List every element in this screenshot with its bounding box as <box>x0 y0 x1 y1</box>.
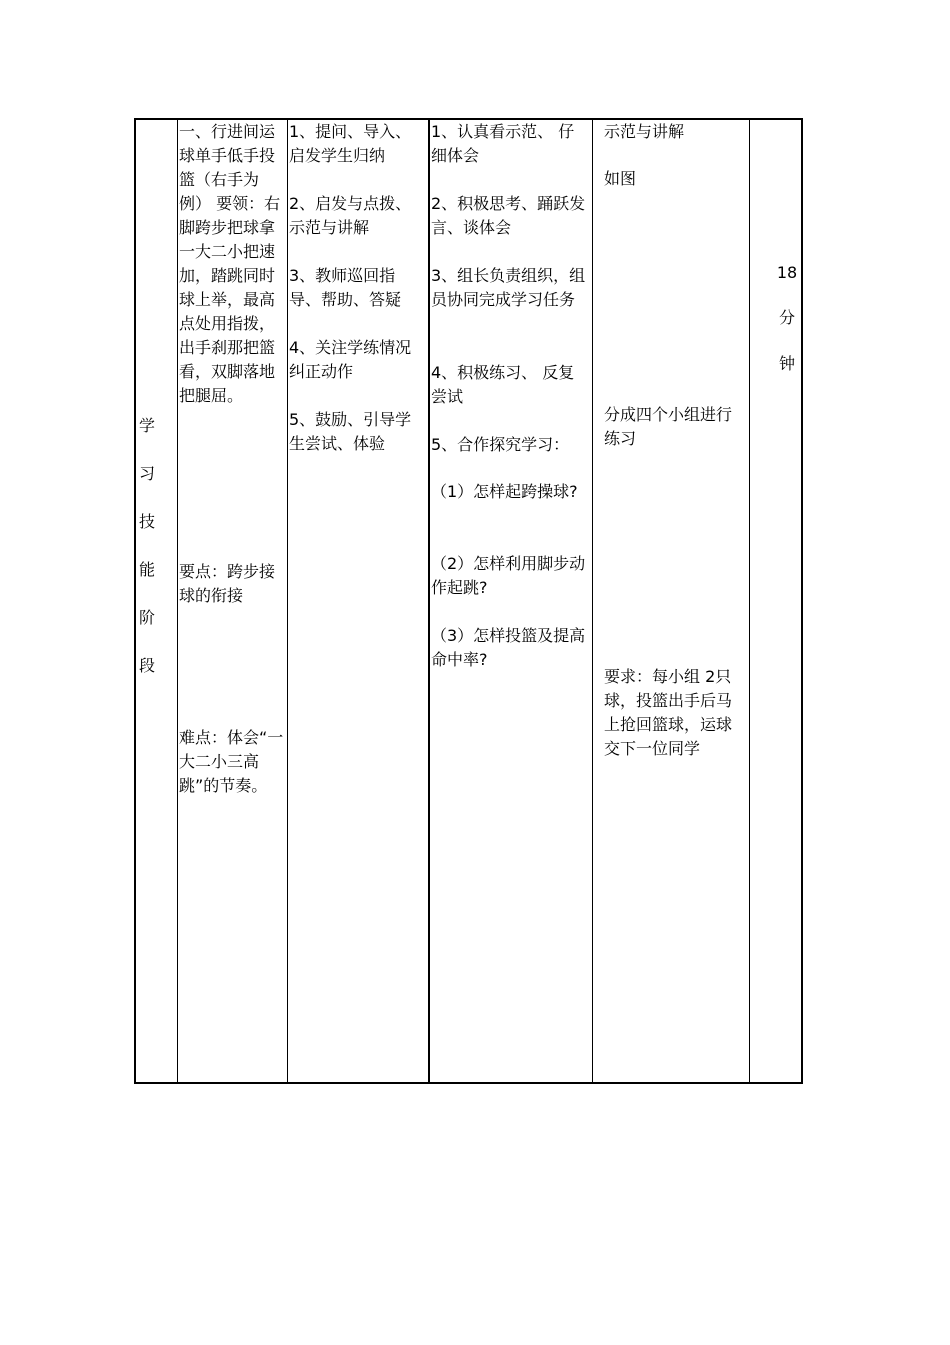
column-divider <box>177 120 178 1082</box>
organization-requirement: 要求：每小组 2只球，投篮出手后马上抢回篮球，运球交下一位同学 <box>604 667 733 758</box>
stage-char: 能 <box>138 560 155 579</box>
keypoint: 要点：跨步接球的衔接 <box>179 562 276 605</box>
time-unit: 钟 <box>778 354 795 373</box>
time-allocation <box>770 261 804 377</box>
student-question: （1）怎样起跨操球? <box>431 482 578 501</box>
time-unit: 分 <box>778 308 795 327</box>
teacher-item: 5、鼓励、引导学生尝试、体验 <box>289 410 412 453</box>
student-item: 3、组长负责组织，组员协同完成学习任务 <box>431 266 586 309</box>
column-divider <box>592 120 593 1082</box>
stage-char: 段 <box>138 656 155 675</box>
student-item: 4、积极练习、 反复尝试 <box>431 363 575 406</box>
stage-label <box>136 402 158 690</box>
column-divider <box>749 120 750 1082</box>
organization-groups: 分成四个小组进行练习 <box>604 405 733 448</box>
teacher-item: 2、启发与点拨、示范与讲解 <box>289 194 412 237</box>
organization-demo: 示范与讲解 <box>604 122 685 141</box>
column-divider <box>287 120 288 1082</box>
stage-char: 技 <box>138 512 155 531</box>
teacher-item: 4、关注学练情况纠正动作 <box>289 338 412 381</box>
student-question: （3）怎样投篮及提高命中率? <box>431 626 586 669</box>
difficulty: 难点：体会“一大二小三高跳”的节奏。 <box>179 728 284 795</box>
stage-char: 学 <box>138 416 155 435</box>
main-content: 一、行进间运球单手低手投篮（右手为例） 要领：右脚跨步把球拿一大二小把速加，踏跳同时球上举，最高点处用指拨，出手刹那把篮看，双脚落地把腿屈。 <box>179 122 281 405</box>
lesson-plan-table <box>134 118 803 1084</box>
time-value: 18 <box>776 263 798 282</box>
teacher-item: 1、提问、导入、启发学生归纳 <box>289 122 412 165</box>
student-item: 2、积极思考、踊跃发言、谈体会 <box>431 194 586 237</box>
student-question: （2）怎样利用脚步动作起跳? <box>431 554 586 597</box>
teacher-item: 3、教师巡回指导、帮助、答疑 <box>289 266 402 309</box>
column-divider <box>428 120 430 1082</box>
stage-char: 习 <box>138 464 155 483</box>
student-item: 5、合作探究学习： <box>431 435 570 454</box>
organization-figure: 如图 <box>604 169 637 188</box>
stage-char: 阶 <box>138 608 155 627</box>
student-item: 1、认真看示范、 仔细体会 <box>431 122 575 165</box>
